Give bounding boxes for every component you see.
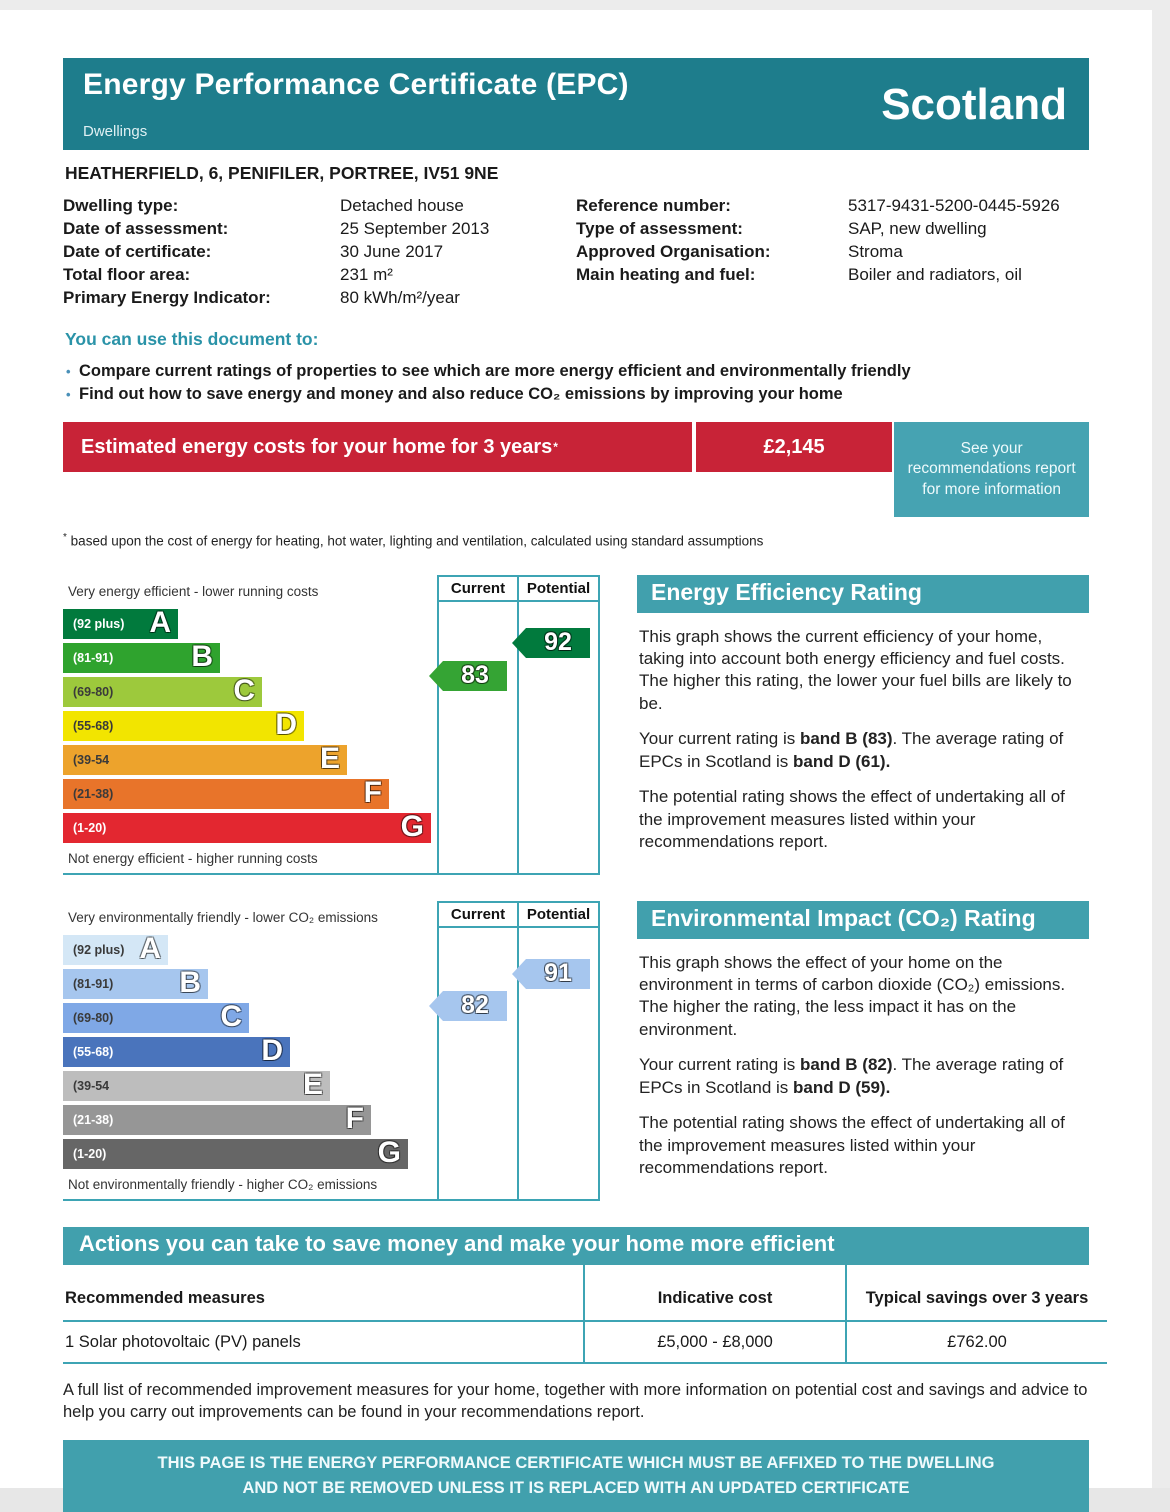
paragraph: This graph shows the effect of your home on the environment in terms of carbon dioxide (CO₂) emissions. The higher the rating, the less impact it has on the environment. (639, 952, 1066, 1039)
band-a: (92 plus) A (63, 609, 178, 639)
energy-efficiency-text-panel (637, 575, 1089, 875)
usage-bullet (63, 360, 1089, 383)
paragraph: The potential rating shows the effect of undertaking all of the improvement measures listed within your recommendations report. (639, 787, 1065, 851)
detail-label: Type of assessment: (576, 219, 743, 238)
detail-row (63, 240, 576, 263)
detail-label: Total floor area: (63, 265, 191, 284)
chart-bottom-label: Not environmentally friendly - higher CO₂ emissions (68, 1176, 378, 1192)
band-f: (21-38) F (63, 779, 389, 809)
certificate-footer-notice: THIS PAGE IS THE ENERGY PERFORMANCE CERTIFICATE WHICH MUST BE AFFIXED TO THE DWELLING AND NOT BE REMOVED UNLESS IT IS REPLACED WITH AN UPDATED CERTIFICATE (63, 1440, 1089, 1512)
property-address: HEATHERFIELD, 6, PENIFILER, PORTREE, IV51 9NE (65, 163, 499, 183)
detail-row (63, 263, 576, 286)
current-rating-arrow: 82 (429, 991, 507, 1021)
bullet-icon: • (66, 364, 71, 379)
detail-value: Boiler and radiators, oil (848, 265, 1022, 284)
current-column-header: Current (439, 575, 517, 602)
table-cell-measure: 1 Solar photovoltaic (PV) panels (63, 1322, 583, 1364)
band-e: (39-54 E (63, 1071, 330, 1101)
band-d: (55-68) D (63, 711, 304, 741)
table-header-cost: Indicative cost (583, 1265, 845, 1322)
paragraph: Your current rating is band B (82). The average rating of EPCs in Scotland is band D (59). (639, 1055, 1064, 1097)
detail-row (63, 194, 576, 217)
estimated-costs-banner (63, 422, 1089, 517)
actions-section-title: Actions you can take to save money and make your home more efficient (63, 1227, 1089, 1265)
detail-value: 5317-9431-5200-0445-5926 (848, 196, 1060, 215)
paragraph: The potential rating shows the effect of undertaking all of the improvement measures listed within your recommendations report. (639, 1113, 1065, 1177)
property-details (63, 194, 1089, 309)
detail-value: SAP, new dwelling (848, 219, 987, 238)
detail-label: Date of certificate: (63, 242, 212, 261)
usage-heading: You can use this document to: (65, 329, 319, 349)
detail-value: Stroma (848, 242, 903, 261)
paragraph: This graph shows the current efficiency of your home, taking into account both energy efficiency and fuel costs. The higher this rating, the lower your fuel bills are likely to be. (639, 626, 1072, 713)
current-rating-arrow: 83 (429, 661, 507, 691)
band-d: (55-68) D (63, 1037, 290, 1067)
potential-rating-arrow: 91 (512, 959, 590, 989)
detail-value: 80 kWh/m²/year (340, 288, 460, 307)
environmental-impact-text-panel (637, 901, 1089, 1201)
costs-footnote: * based upon the cost of energy for heating, hot water, lighting and ventilation, calculated using standard assumptions (63, 532, 764, 549)
detail-label: Date of assessment: (63, 219, 229, 238)
table-header-savings: Typical savings over 3 years (845, 1265, 1107, 1322)
environmental-impact-chart (63, 901, 600, 1201)
bullet-icon: • (66, 387, 71, 402)
detail-row (576, 263, 1089, 286)
detail-value: Detached house (340, 196, 464, 215)
section-title: Environmental Impact (CO₂) Rating (637, 901, 1089, 939)
chart-top-label: Very environmentally friendly - lower CO₂ emissions (68, 909, 378, 925)
section-title: Energy Efficiency Rating (637, 575, 1089, 613)
potential-column-header: Potential (519, 575, 598, 602)
detail-value: 30 June 2017 (340, 242, 444, 261)
detail-row (576, 240, 1089, 263)
band-c: (69-80) C (63, 1003, 249, 1033)
recommended-measures-table (63, 1265, 1089, 1364)
band-g: (1-20) G (63, 1139, 408, 1169)
detail-label: Reference number: (576, 196, 731, 215)
usage-bullet-text: Compare current ratings of properties to see which are more energy efficient and environmentally friendly (79, 362, 911, 380)
energy-efficiency-section (63, 575, 1089, 875)
page-title: Energy Performance Certificate (EPC) (83, 68, 629, 101)
energy-efficiency-chart (63, 575, 600, 875)
current-column-header: Current (439, 901, 517, 928)
paragraph: Your current rating is band B (83). The average rating of EPCs in Scotland is band D (61). (639, 729, 1064, 771)
table-cell-savings: £762.00 (845, 1322, 1107, 1364)
detail-row (63, 286, 576, 309)
chart-bottom-label: Not energy efficient - higher running costs (68, 850, 318, 866)
detail-value: 25 September 2013 (340, 219, 490, 238)
detail-label: Main heating and fuel: (576, 265, 756, 284)
band-f: (21-38) F (63, 1105, 371, 1135)
costs-value: £2,145 (696, 422, 892, 472)
actions-note: A full list of recommended improvement measures for your home, together with more information on potential cost and savings and advice to help you carry out improvements can be found in your recommendations report. (63, 1380, 1088, 1421)
usage-bullet-text: Find out how to save energy and money and also reduce CO₂ emissions by improving your home (79, 385, 843, 403)
band-g: (1-20) G (63, 813, 431, 843)
band-a: (92 plus) A (63, 935, 168, 965)
asterisk: * (553, 440, 558, 454)
detail-label: Primary Energy Indicator: (63, 288, 271, 307)
detail-row (576, 194, 1089, 217)
detail-label: Dwelling type: (63, 196, 179, 215)
potential-column-header: Potential (519, 901, 598, 928)
details-left-column (63, 194, 576, 309)
chart-top-label: Very energy efficient - lower running costs (68, 583, 319, 599)
environmental-impact-section (63, 901, 1089, 1201)
details-right-column (576, 194, 1089, 309)
band-e: (39-54 E (63, 745, 347, 775)
document-header (63, 58, 1089, 150)
costs-label: Estimated energy costs for your home for 3 years * (63, 422, 692, 472)
table-cell-cost: £5,000 - £8,000 (583, 1322, 845, 1364)
recommendations-info-box: See your recommendations report for more information (894, 422, 1089, 517)
table-header-measures: Recommended measures (63, 1265, 583, 1322)
header-subtitle: Dwellings (83, 123, 148, 140)
band-b: (81-91) B (63, 643, 220, 673)
band-b: (81-91) B (63, 969, 208, 999)
usage-bullet (63, 383, 1089, 406)
detail-row (63, 217, 576, 240)
detail-label: Approved Organisation: (576, 242, 771, 261)
band-c: (69-80) C (63, 677, 262, 707)
detail-value: 231 m² (340, 265, 393, 284)
potential-rating-arrow: 92 (512, 628, 590, 658)
detail-row (576, 217, 1089, 240)
region-label: Scotland (881, 80, 1067, 129)
